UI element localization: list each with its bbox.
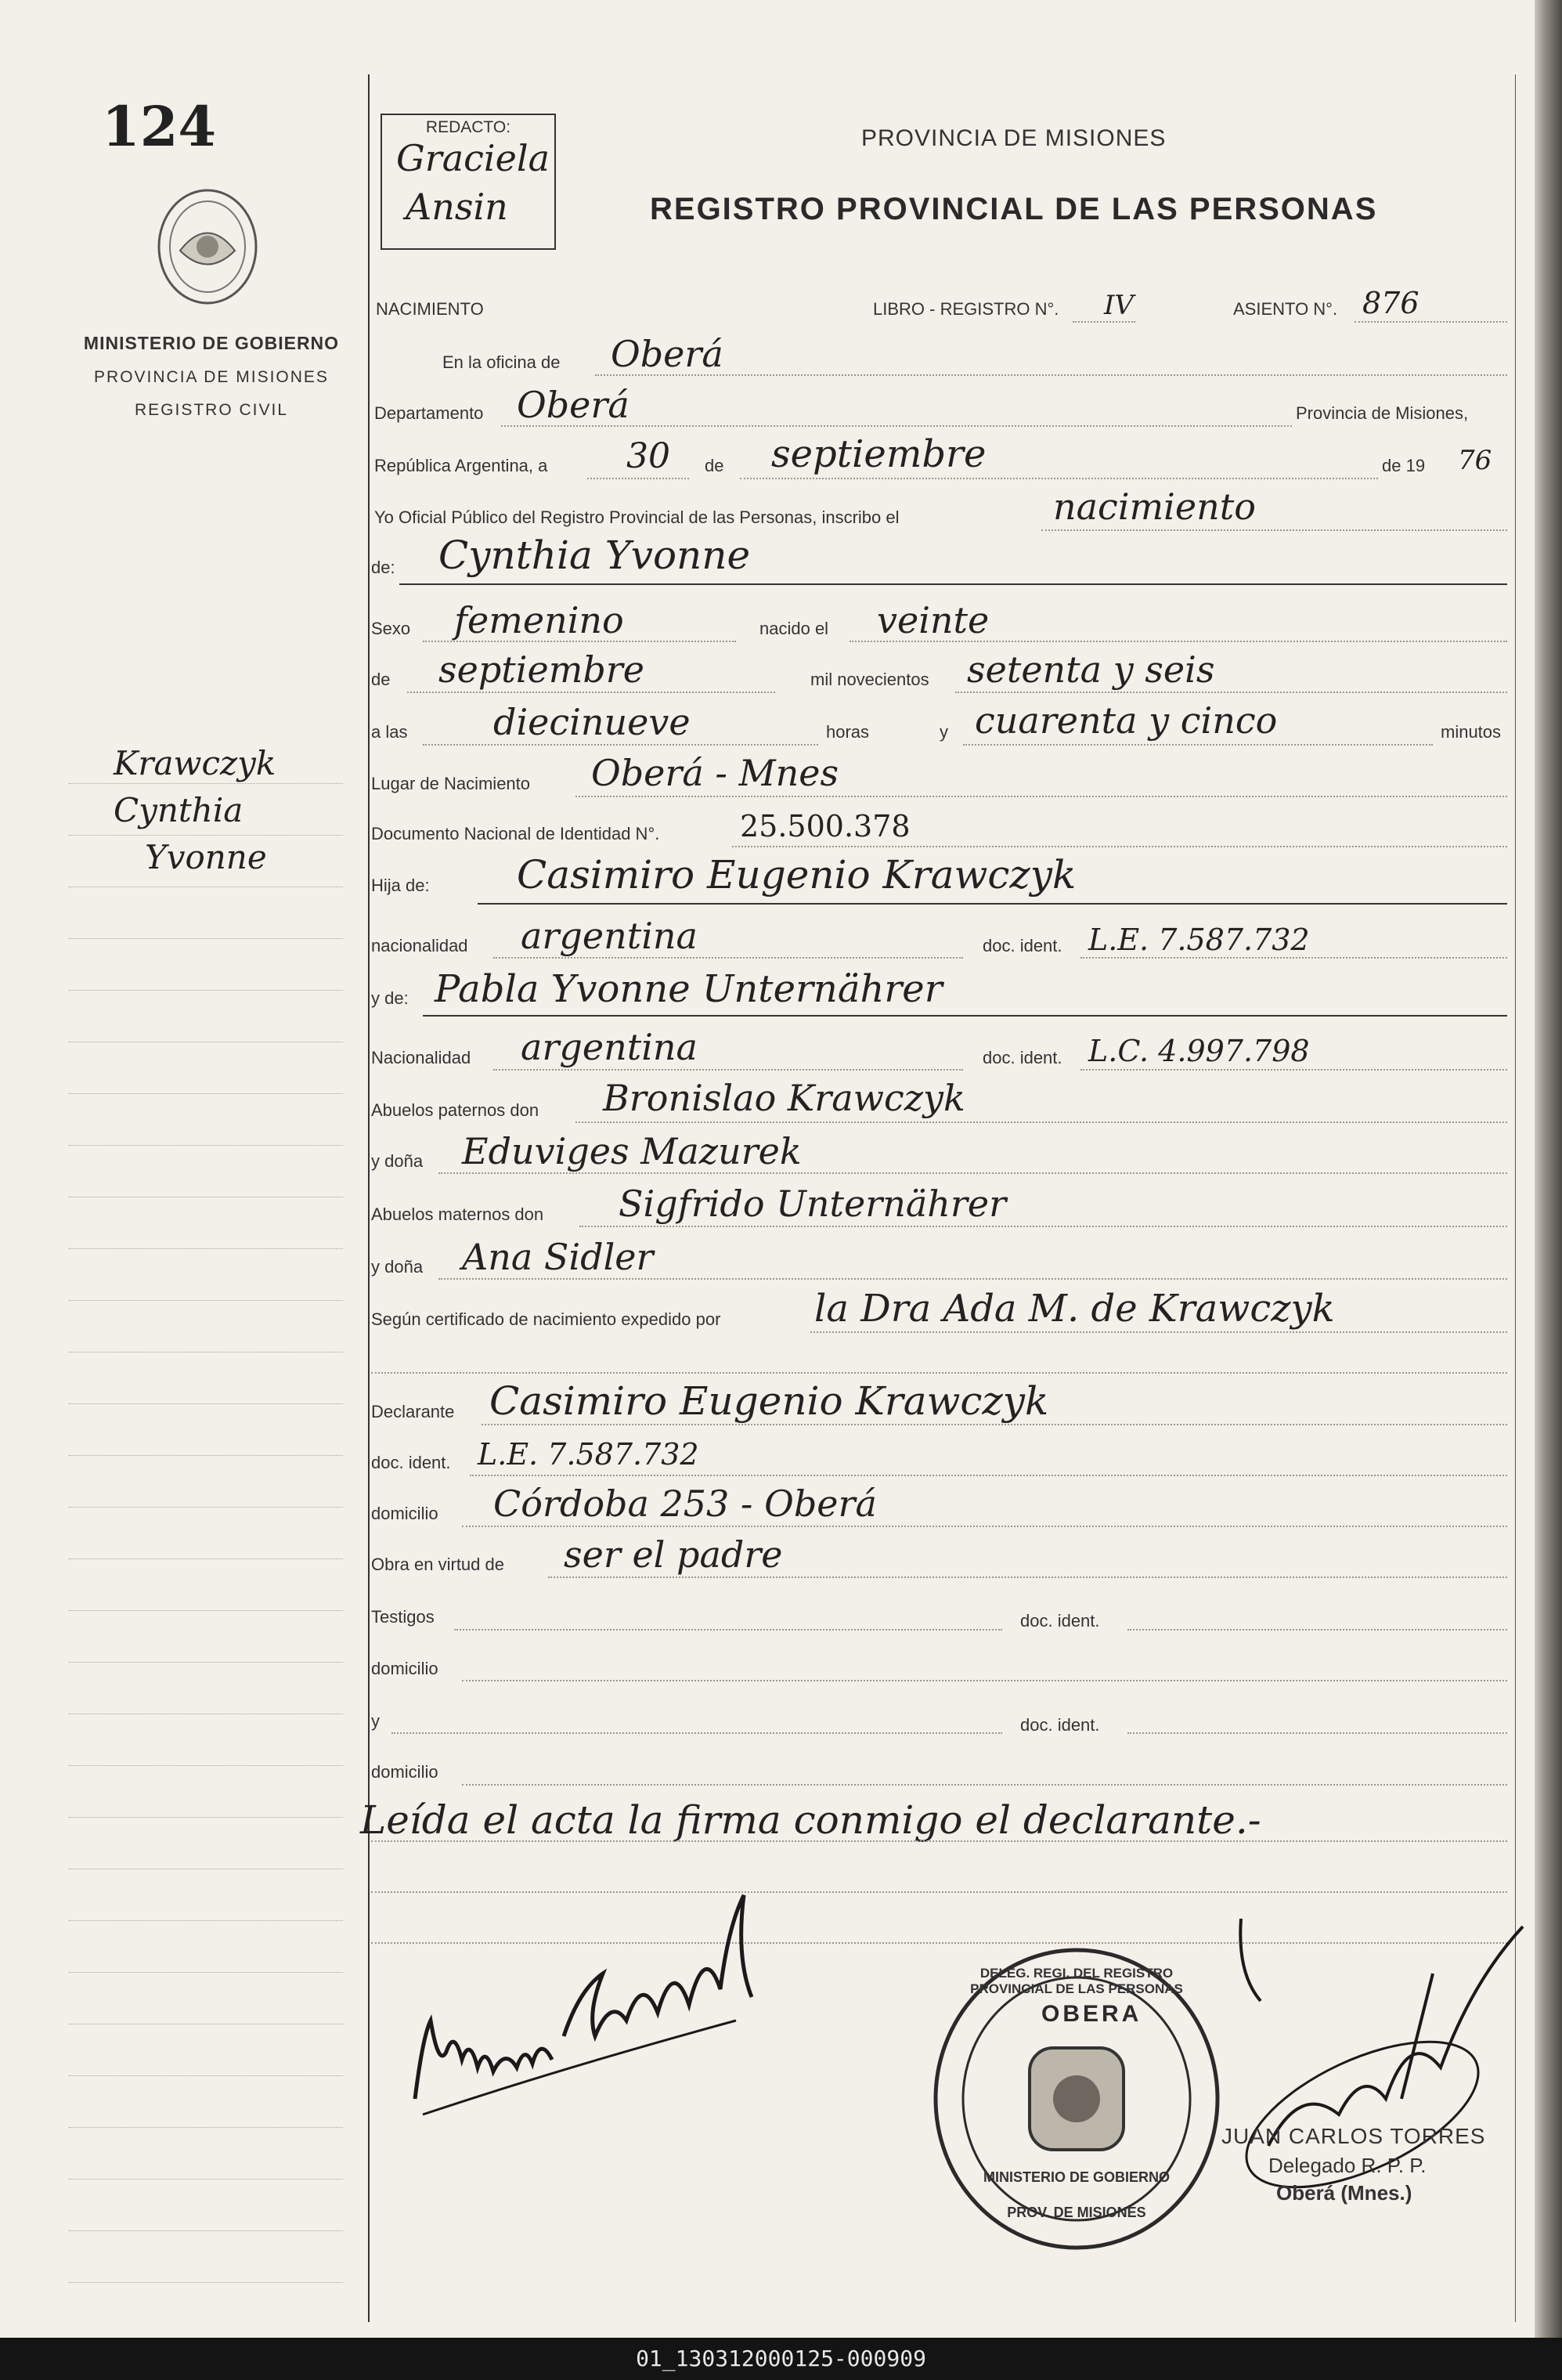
- margin-line: [69, 990, 343, 991]
- doc-padre-line: [1080, 957, 1507, 959]
- testigos-label: Testigos: [371, 1607, 435, 1627]
- redacto-name-2: Ansin: [406, 186, 508, 228]
- horas-label: horas: [826, 722, 870, 742]
- minutos-value: cuarenta y cinco: [975, 699, 1278, 742]
- republica-label: República Argentina, a: [374, 456, 548, 475]
- padre-name: Casimiro Eugenio Krawczyk: [517, 852, 1077, 897]
- margin-line: [69, 1920, 343, 1921]
- margin-line: [69, 2127, 343, 2128]
- margin-line: [69, 1403, 343, 1404]
- doc-padre: L.E. 7.587.732: [1088, 923, 1310, 957]
- obra-value: ser el padre: [564, 1533, 783, 1576]
- margin-line: [69, 1817, 343, 1818]
- nacido-value: veinte: [877, 599, 990, 641]
- margin-line: [69, 783, 343, 784]
- testigo2-doc-line: [1127, 1732, 1507, 1734]
- redacto-name-1: Graciela: [396, 137, 550, 179]
- province-heading: PROVINCIA DE MISIONES: [861, 125, 1167, 151]
- book-spine-edge: [1535, 0, 1562, 2338]
- certificado-value: la Dra Ada M. de Krawczyk: [814, 1287, 1335, 1331]
- certificado-label: Según certificado de nacimiento expedido por: [371, 1309, 721, 1329]
- domicilio-testigo1-line: [462, 1680, 1507, 1681]
- declarante-value: Casimiro Eugenio Krawczyk: [489, 1378, 1049, 1424]
- margin-line: [69, 835, 343, 836]
- libro-label: LIBRO - REGISTRO N°.: [873, 299, 1059, 319]
- anio-line: [955, 692, 1507, 693]
- page-number: 124: [102, 94, 217, 159]
- lugar-line: [575, 796, 1507, 797]
- margin-line: [69, 2282, 343, 2283]
- mes-nac-value: septiembre: [438, 648, 644, 691]
- nacionalidad-padre: argentina: [521, 915, 698, 957]
- abuelo-materno: Sigfrido Unternährer: [619, 1183, 1007, 1225]
- margin-line: [69, 1248, 343, 1249]
- margin-line: [69, 1352, 343, 1353]
- doc-madre: L.C. 4.997.798: [1088, 1034, 1310, 1068]
- margin-line: [69, 1662, 343, 1663]
- nacimiento-label: NACIMIENTO: [376, 299, 484, 319]
- minutos-line: [963, 744, 1433, 746]
- abuela-paterna-line: [438, 1172, 1507, 1174]
- margin-line: [69, 1300, 343, 1301]
- domicilio-testigo1-label: domicilio: [371, 1659, 438, 1678]
- certificado-line: [810, 1331, 1507, 1333]
- oficina-line: [595, 374, 1507, 376]
- doc-ident-declarante-label: doc. ident.: [371, 1453, 451, 1472]
- asiento-label: ASIENTO N°.: [1233, 299, 1338, 319]
- abuelo-paterno-line: [575, 1121, 1507, 1123]
- coat-of-arms-icon: [153, 184, 262, 309]
- name-line: [399, 583, 1507, 585]
- mes-nac-line: [407, 692, 775, 693]
- abuela-materna: Ana Sidler: [462, 1236, 654, 1278]
- oficina-value: Oberá: [611, 333, 723, 375]
- departamento-line: [501, 425, 1292, 427]
- nacido-label: nacido el: [759, 619, 829, 638]
- margin-line: [69, 1558, 343, 1559]
- y-label: y: [940, 722, 948, 742]
- dni-line: [732, 846, 1507, 847]
- y-dona-mat-label: y doña: [371, 1257, 424, 1277]
- certificado-line-2: [371, 1372, 1507, 1374]
- y-dona-pat-label: y doña: [371, 1151, 424, 1171]
- abuelos-paternos-label: Abuelos paternos don: [371, 1100, 539, 1120]
- lugar-label: Lugar de Nacimiento: [371, 774, 531, 793]
- nacionalidad-madre-line: [493, 1069, 963, 1071]
- margin-note-name2: Yvonne: [145, 838, 267, 876]
- sexo-value: femenino: [454, 599, 624, 641]
- day-value: 30: [626, 436, 670, 476]
- redacto-label: REDACTO:: [425, 118, 511, 136]
- month-line: [740, 478, 1378, 479]
- padre-line: [478, 903, 1507, 905]
- closing-statement: Leída el acta la firma conmigo el declarante.-: [360, 1797, 1261, 1843]
- ministry-line-1: MINISTERIO DE GOBIERNO: [83, 333, 340, 353]
- horas-value: diecinueve: [493, 701, 691, 743]
- de-label: de: [705, 456, 724, 475]
- margin-line: [69, 1765, 343, 1766]
- year-label: de 19: [1382, 456, 1426, 475]
- abuela-materna-line: [438, 1278, 1507, 1280]
- margin-line: [69, 2179, 343, 2180]
- nacionalidad2-label: Nacionalidad: [371, 1048, 471, 1067]
- departamento-label: Departamento: [374, 403, 484, 423]
- asiento-value: 876: [1362, 286, 1420, 320]
- domicilio-line: [462, 1526, 1507, 1527]
- libro-value: IV: [1104, 290, 1134, 321]
- doc-ident-testigo1-label: doc. ident.: [1020, 1611, 1100, 1631]
- declarante-line: [482, 1424, 1507, 1425]
- margin-line: [69, 1972, 343, 1973]
- obra-label: Obra en virtud de: [371, 1555, 504, 1574]
- margin-line: [69, 1455, 343, 1456]
- madre-line: [423, 1015, 1507, 1017]
- sexo-line: [423, 641, 736, 642]
- year-value: 76: [1458, 445, 1492, 476]
- nacionalidad-label: nacionalidad: [371, 936, 468, 955]
- doc-ident-madre-label: doc. ident.: [983, 1048, 1062, 1067]
- y-de-label: y de:: [371, 988, 409, 1008]
- doc-declarante-line: [470, 1475, 1507, 1476]
- yo-oficial-label: Yo Oficial Público del Registro Provincial de las Personas, inscribo el: [374, 507, 900, 527]
- doc-ident-padre-label: doc. ident.: [983, 936, 1062, 955]
- margin-line: [69, 1507, 343, 1508]
- official-name: JUAN CARLOS TORRES: [1221, 2124, 1486, 2148]
- child-name: Cynthia Yvonne: [438, 533, 751, 578]
- stamp-city: OBERA: [1041, 2001, 1142, 2027]
- margin-line: [69, 2230, 343, 2231]
- asiento-line: [1355, 321, 1507, 323]
- de-name-label: de:: [371, 558, 395, 577]
- acto-value: nacimiento: [1053, 486, 1256, 528]
- provincia-label: Provincia de Misiones,: [1296, 403, 1469, 423]
- official-title: Delegado R. P. P.: [1268, 2154, 1427, 2177]
- sexo-label: Sexo: [371, 619, 411, 638]
- libro-line: [1073, 321, 1135, 323]
- abuelo-materno-line: [579, 1226, 1507, 1227]
- horas-line: [423, 744, 818, 746]
- oficina-label: En la oficina de: [442, 352, 561, 372]
- day-line: [587, 478, 689, 479]
- hija-label: Hija de:: [371, 876, 430, 895]
- domicilio-label: domicilio: [371, 1504, 438, 1523]
- official-place: Oberá (Mnes.): [1276, 2181, 1412, 2205]
- testigo2-line: [391, 1732, 1002, 1734]
- declarante-label: Declarante: [371, 1402, 455, 1421]
- minutos-label: minutos: [1441, 722, 1502, 742]
- abuela-paterna: Eduviges Mazurek: [462, 1130, 802, 1172]
- redacto-box: [381, 114, 556, 250]
- y-testigo2-label: y: [371, 1711, 380, 1731]
- stamp-ring-text: DELEG. REGI. DEL REGISTRO PROVINCIAL DE LAS PERSONAS: [970, 1966, 1183, 1996]
- lugar-value: Oberá - Mnes: [591, 752, 839, 794]
- de2-label: de: [371, 670, 391, 689]
- mil-label: mil novecientos: [810, 670, 929, 689]
- abuelo-paterno: Bronislao Krawczyk: [603, 1077, 965, 1119]
- domicilio-testigo2-label: domicilio: [371, 1762, 438, 1782]
- margin-line: [69, 2075, 343, 2076]
- image-id-caption: 01_130312000125-000909: [636, 2346, 926, 2371]
- testigo1-doc-line: [1127, 1629, 1507, 1631]
- nacionalidad-padre-line: [493, 957, 963, 959]
- dni-value: 25.500.378: [740, 809, 911, 843]
- doc-declarante: L.E. 7.587.732: [478, 1437, 699, 1472]
- madre-name: Pabla Yvonne Unternährer: [435, 967, 943, 1011]
- closing-line-1: [371, 1840, 1507, 1842]
- nacido-line: [850, 641, 1507, 642]
- ministry-line-3: REGISTRO CIVIL: [134, 401, 289, 419]
- ministry-line-2: PROVINCIA DE MISIONES: [94, 368, 329, 386]
- margin-note-name: Cynthia: [114, 791, 243, 829]
- dni-label: Documento Nacional de Identidad N°.: [371, 824, 660, 843]
- obra-line: [548, 1576, 1507, 1578]
- stamp-ministry: MINISTERIO DE GOBIERNO: [983, 2169, 1171, 2185]
- declarant-signature: [407, 1880, 767, 2130]
- acto-line: [1041, 529, 1507, 531]
- margin-note-surname: Krawczyk: [114, 744, 276, 782]
- testigos-line: [454, 1629, 1002, 1631]
- margin-line: [69, 1610, 343, 1611]
- doc-ident-testigo2-label: doc. ident.: [1020, 1715, 1100, 1735]
- domicilio-value: Córdoba 253 - Oberá: [493, 1483, 877, 1525]
- domicilio-testigo2-line: [462, 1784, 1507, 1786]
- margin-line: [69, 938, 343, 939]
- registry-title: REGISTRO PROVINCIAL DE LAS PERSONAS: [650, 192, 1378, 226]
- stamp-province: PROV. DE MISIONES: [1007, 2205, 1146, 2220]
- month-value: septiembre: [771, 432, 987, 476]
- margin-line: [69, 1093, 343, 1094]
- nacionalidad-madre: argentina: [521, 1026, 698, 1068]
- a-las-label: a las: [371, 722, 408, 742]
- departamento-value: Oberá: [517, 384, 629, 426]
- margin-line: [69, 1145, 343, 1146]
- abuelos-maternos-label: Abuelos maternos don: [371, 1204, 544, 1224]
- doc-madre-line: [1080, 1069, 1507, 1071]
- anio-value: setenta y seis: [967, 648, 1215, 691]
